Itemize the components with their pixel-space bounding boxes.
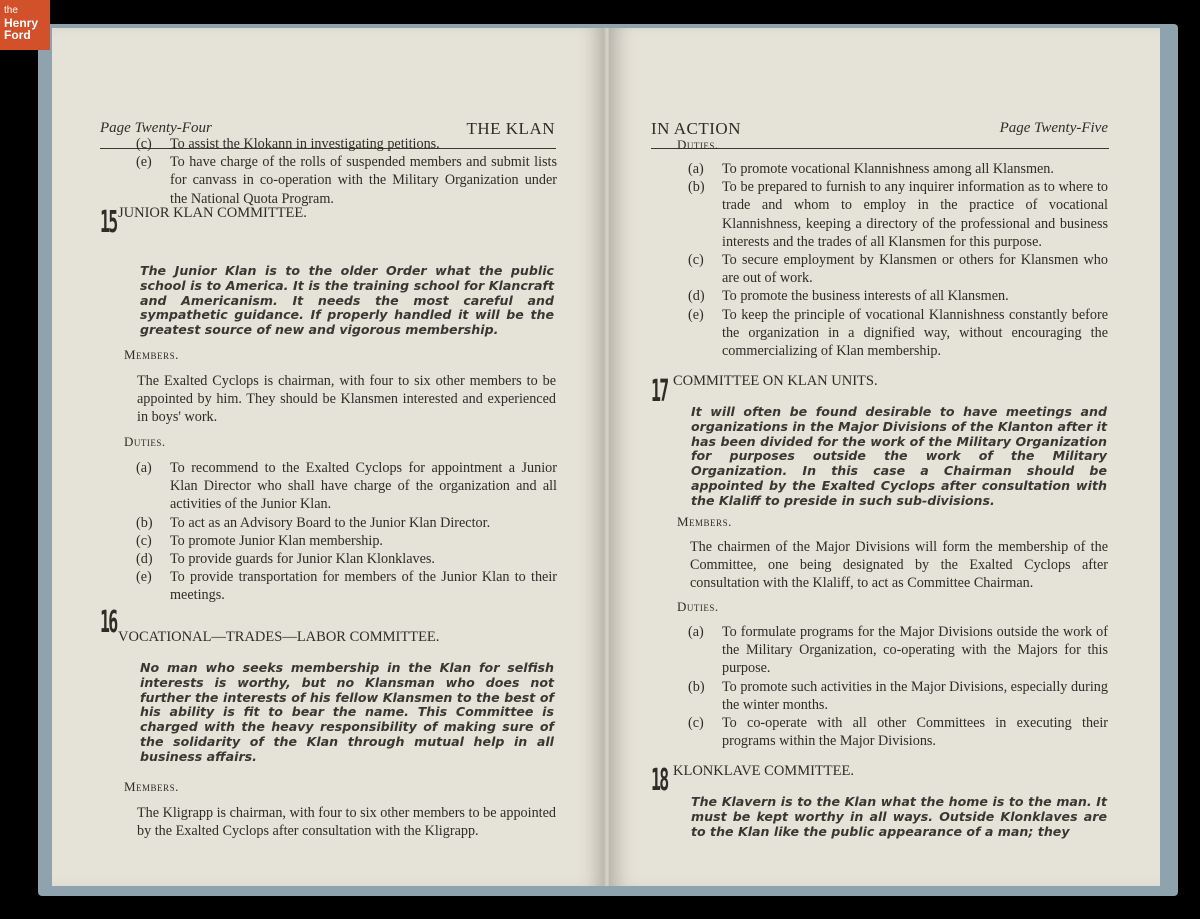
members-text: The Exalted Cyclops is chairman, with four to six other members to be appointed by him. They should be Klansmen interested and experienced in boys' work. xyxy=(137,373,556,426)
item-text: To act as an Advisory Board to the Junior Klan Director. xyxy=(170,514,491,531)
item-text: To formulate programs for the Major Divisions outside the work of the Military Organization, co-operating with the Majors for this purpose. xyxy=(722,624,1108,677)
section-heading: JUNIOR KLAN COMMITTEE. xyxy=(118,205,307,221)
section-intro: The Junior Klan is to the older Order what the public school is to America. It is the training school for Klancraft and Americanism. It needs the most careful and sympathetic guidance. If properly handled it will be the greatest source of new and vigorous membership. xyxy=(140,263,554,338)
henry-ford-logo: the Henry Ford xyxy=(0,0,50,50)
list-item xyxy=(688,306,1108,361)
item-label: (b) xyxy=(688,678,705,695)
item-text: To co-operate with all other Committees in executing their programs within the Major Divisions. xyxy=(722,715,1108,750)
list-item xyxy=(136,153,557,208)
item-label: (c) xyxy=(136,136,152,152)
right-page xyxy=(609,28,1160,886)
list xyxy=(136,135,557,208)
item-text: To be prepared to furnish to any inquirer information as to where to trade and whom to employ in the practice of vocational Klannishness, keeping a directory of the professional and business interests and the trades of all Klansmen for this purpose. xyxy=(722,179,1108,250)
page-number-right: Page Twenty-Five xyxy=(999,120,1108,136)
item-text: To promote the business interests of all Klansmen. xyxy=(722,288,1009,305)
section-heading: VOCATIONAL—TRADES—LABOR COMMITTEE. xyxy=(118,629,440,645)
section-number: 17 xyxy=(651,374,668,409)
item-label: (b) xyxy=(688,179,705,196)
duties-list xyxy=(136,459,557,605)
item-text: To promote vocational Klannishness among all Klansmen. xyxy=(722,161,1054,177)
item-text: To assist the Klokann in investigating petitions. xyxy=(170,136,440,152)
item-label: (e) xyxy=(136,154,152,171)
list-item xyxy=(688,287,1108,305)
item-label: (d) xyxy=(688,288,705,305)
list-item xyxy=(688,160,1108,178)
item-label: (a) xyxy=(136,460,152,476)
section-number: 16 xyxy=(100,605,117,640)
running-title-right: IN ACTION xyxy=(651,119,741,138)
item-label: (a) xyxy=(688,161,704,177)
list-item xyxy=(136,135,557,153)
duties-list xyxy=(688,160,1108,360)
item-text: To provide guards for Junior Klan Klonklaves. xyxy=(170,551,435,568)
members-label: Members. xyxy=(124,347,179,362)
item-text: To have charge of the rolls of suspended members and submit lists for canvass in co-operation with the Military Organization under the National Quota Program. xyxy=(170,154,557,207)
list-item xyxy=(688,714,1108,750)
item-label: (d) xyxy=(136,551,153,568)
duties-label: Duties. xyxy=(677,137,719,152)
header-rule xyxy=(651,148,1109,149)
left-page xyxy=(52,28,605,886)
list-item xyxy=(136,532,557,550)
section-heading: COMMITTEE ON KLAN UNITS. xyxy=(673,373,878,389)
section-heading: KLONKLAVE COMMITTEE. xyxy=(673,763,854,779)
list-item xyxy=(136,459,557,514)
item-text: To promote Junior Klan membership. xyxy=(170,532,383,549)
item-label: (c) xyxy=(688,252,704,269)
members-label: Members. xyxy=(677,514,732,529)
duties-label: Duties. xyxy=(677,599,719,614)
section-number: 18 xyxy=(651,763,668,798)
item-label: (c) xyxy=(688,715,704,732)
list-item xyxy=(136,514,557,532)
members-label: Members. xyxy=(124,779,179,794)
section-intro: It will often be found desirable to have meetings and organizations in the Major Divisions of the Klanton after it has been divided for the work of the Military Organization for purposes outside the work of the Military Organization. In this case a Chairman should be appointed by the Exalted Cyclops after consultation with the Klaliff to preside in such sub-divisions. xyxy=(691,404,1107,508)
duties-list xyxy=(688,623,1108,750)
list-item xyxy=(688,178,1108,251)
list-item xyxy=(136,550,557,568)
list-item xyxy=(688,251,1108,287)
page-number-left: Page Twenty-Four xyxy=(100,120,212,136)
list-item xyxy=(688,678,1108,714)
section-intro: No man who seeks membership in the Klan for selfish interests is worthy, but no Klansman who does not further the interests of his fellow Klansmen to the best of his ability is fit to bear the name. This Committee is charged with the heavy responsibility of making sure of the solidarity of the Klan through mutual help in all business affairs. xyxy=(140,660,554,764)
section-number: 15 xyxy=(100,205,117,240)
members-text: The chairmen of the Major Divisions will form the membership of the Committee, one being designated by the Exalted Cyclops after consultation with the Klaliff, to act as Committee Chairman. xyxy=(690,539,1108,592)
item-label: (b) xyxy=(136,514,153,531)
item-label: (c) xyxy=(136,532,152,549)
list-item xyxy=(136,568,557,604)
members-text: The Kligrapp is chairman, with four to six other members to be appointed by the Exalted Cyclops after consultation with the Kligrapp. xyxy=(137,805,556,840)
section-intro: The Klavern is to the Klan what the home is to the man. It must be kept worthy in all ways. Outside Klonklaves are to the Klan like the public appearance of a man; they xyxy=(691,794,1107,839)
item-text: To promote such activities in the Major Divisions, especially during the winter months. xyxy=(722,678,1108,713)
item-label: (a) xyxy=(688,624,704,640)
item-label: (e) xyxy=(136,569,152,586)
running-title-left: THE KLAN xyxy=(466,119,555,138)
list-item xyxy=(688,623,1108,678)
item-text: To keep the principle of vocational Klannishness constantly before the organization in a dignified way, without encouraging the commercializing of Klan membership. xyxy=(722,306,1108,360)
item-text: To secure employment by Klansmen or others for Klansmen who are out of work. xyxy=(722,252,1108,287)
item-label: (e) xyxy=(688,306,704,323)
item-text: To provide transportation for members of the Junior Klan to their meetings. xyxy=(170,569,557,604)
item-text: To recommend to the Exalted Cyclops for appointment a Junior Klan Director who shall have charge of the organization and all activities of the Junior Klan. xyxy=(170,460,557,513)
duties-label: Duties. xyxy=(124,434,166,449)
